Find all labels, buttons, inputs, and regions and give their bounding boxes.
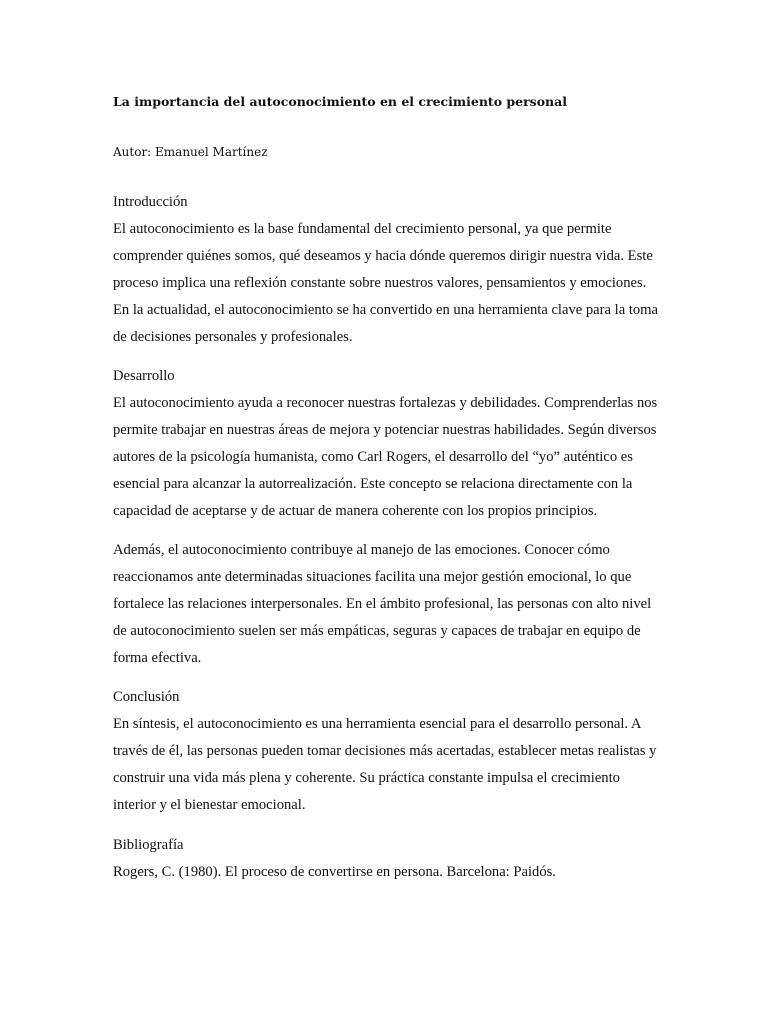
development-paragraph-1: El autoconocimiento ayuda a reconocer nuestras fortalezas y debilidades. Comprenderlas nos permite trabajar en nuestras áreas de mejora y potenciar nuestras habilidades. Según diversos autores de la psicología humanista, como Carl Rogers, el desarrollo del “yo” auténtico es esencial para alcanzar la autorrealización. Este concepto se relaciona directamente con la capacidad de aceptarse y de actuar de manera coherente con los propios principios. [113, 395, 658, 519]
conclusion-paragraph: En síntesis, el autoconocimiento es una herramienta esencial para el desarrollo personal. A través de él, las personas pueden tomar decisiones más acertadas, establecer metas realistas y construir una vida más plena y coherente. Su práctica constante impulsa el crecimiento interior y el bienestar emocional. [113, 716, 657, 813]
document-author: Autor: Emanuel Martínez [113, 145, 268, 159]
section-conclusion [113, 684, 658, 819]
section-development [113, 363, 658, 672]
development-paragraph-2: Además, el autoconocimiento contribuye al manejo de las emociones. Conocer cómo reaccionamos ante determinadas situaciones facilita una mejor gestión emocional, lo que fortalece las relaciones interpersonales. En el ámbito profesional, las personas con alto nivel de autoconocimiento suelen ser más empáticas, seguras y capaces de trabajar en equipo de forma efectiva. [113, 542, 652, 666]
section-heading-development: Desarrollo [113, 368, 175, 384]
section-introduction [113, 189, 658, 351]
section-bibliography [113, 832, 658, 886]
section-heading-conclusion: Conclusión [113, 689, 180, 705]
section-heading-bibliography: Bibliografía [113, 837, 184, 853]
document-title: La importancia del autoconocimiento en el crecimiento personal [113, 94, 567, 109]
bibliography-entry: Rogers, C. (1980). El proceso de convertirse en persona. Barcelona: Paidós. [113, 864, 556, 880]
section-heading-introduction: Introducción [113, 194, 188, 210]
introduction-paragraph: El autoconocimiento es la base fundamental del crecimiento personal, ya que permite comprender quiénes somos, qué deseamos y hacia dónde queremos dirigir nuestra vida. Este proceso implica una reflexión constante sobre nuestros valores, pensamientos y emociones. En la actualidad, el autoconocimiento se ha convertido en una herramienta clave para la toma de decisiones personales y profesionales. [113, 221, 658, 345]
document-body [113, 94, 658, 886]
